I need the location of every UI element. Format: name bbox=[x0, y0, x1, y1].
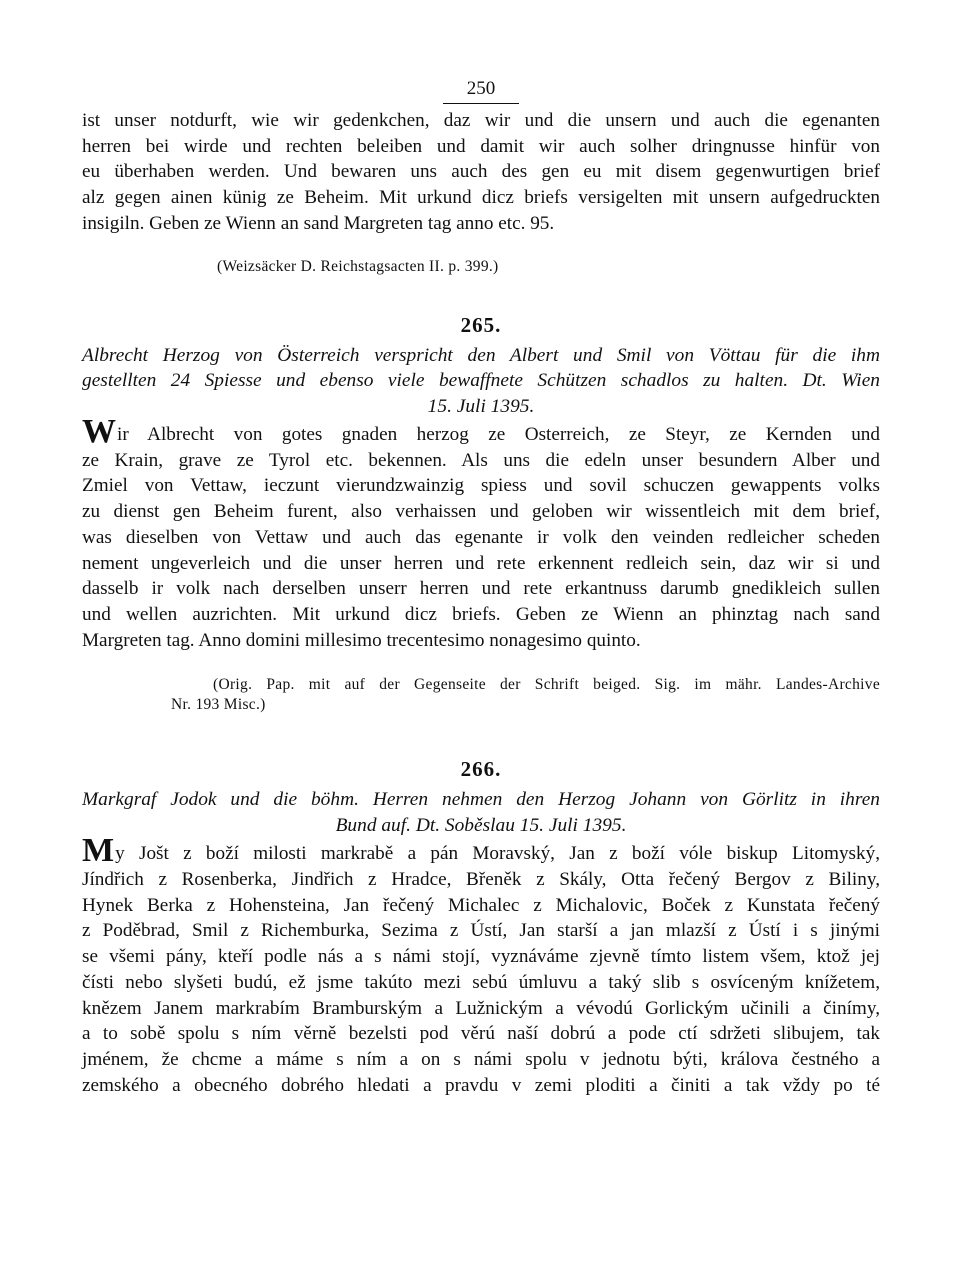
text-line bbox=[82, 413, 880, 451]
text-line: zemského a obecného dobrého hledati a pravdu v zemi ploditi a činiti a tak vždy po té bbox=[82, 1074, 880, 1096]
regest-line: 15. Juli 1395. bbox=[427, 395, 535, 417]
document-number-265: 265. bbox=[460, 312, 502, 337]
regest-266 bbox=[82, 787, 880, 838]
source-citation: (Weizsäcker D. Reichstagsacten II. p. 399.) bbox=[217, 257, 499, 275]
text-line: a to sobě spolu s ním věrně bezelsti pod věrú naší dobrú a pode ctí sdržeti slibujem, tak bbox=[82, 1023, 880, 1045]
citation-line: Nr. 193 Misc.) bbox=[171, 696, 266, 714]
regest-line: gestellten 24 Spiesse und ebenso viele bewaffnete Schützen schadlos zu halten. Dt. Wien bbox=[82, 370, 880, 392]
document-text-266 bbox=[82, 832, 880, 1098]
page-number: 250 bbox=[82, 78, 880, 108]
book-page bbox=[82, 78, 880, 1098]
text-line: zu dienst gen Beheim furent, also verhaissen und geloben wir wissentleich mit dem brief, bbox=[82, 501, 880, 523]
text-line bbox=[82, 832, 880, 870]
first-line-text: ir Albrecht von gotes gnaden herzog ze Osterreich, ze Steyr, ze Kernden und bbox=[117, 424, 880, 446]
text-line: eu überhaben werden. Und bewaren uns auch des gen eu mit disem gegenwurtigen brief bbox=[82, 161, 880, 183]
text-line: Hynek Berka z Hohensteina, Jan řečený Michalec z Michalovic, Boček z Kunstata řečený bbox=[82, 894, 880, 916]
text-line: jménem, že chcme a máme s ním a on s námi spolu v jednotu býti, králova čestného a bbox=[82, 1048, 880, 1070]
archive-citation bbox=[82, 675, 880, 715]
text-line: Jíndřich z Rosenberka, Jindřich z Hradce, Břeněk z Skály, Otta řečený Bergov z Biliny, bbox=[82, 869, 880, 891]
text-line: z Poděbrad, Smil z Richemburka, Sezima z Ústí, Jan starší a jan mlazší z Ústí i s jinými bbox=[82, 920, 880, 942]
text-line: čísti nebo slyšeti budú, ež jsme takúto mezi sebú úmluvu a taký slib s osvíceným knížetem, bbox=[82, 971, 880, 993]
regest-265 bbox=[82, 343, 880, 420]
text-line: Margreten tag. Anno domini millesimo trecentesimo nonagesimo quinto. bbox=[82, 629, 641, 651]
document-text-265 bbox=[82, 413, 880, 653]
continuation-text bbox=[82, 108, 880, 237]
text-line: und wellen auzrichten. Mit urkund dicz briefs. Geben ze Wienn an phinztag nach sand bbox=[82, 603, 880, 625]
document-number-266: 266. bbox=[460, 757, 502, 782]
text-line: dasselb ir volk nach derselben unserr herren und rete erkantnuss darumb gnedikleich sullen bbox=[82, 578, 880, 600]
initial-letter: W bbox=[82, 413, 116, 451]
regest-line: Albrecht Herzog von Österreich verspricht den Albert und Smil von Vöttau für die ihm bbox=[82, 344, 880, 366]
regest-line: Bund auf. Dt. Soběslau 15. Juli 1395. bbox=[335, 814, 627, 836]
text-line: ze Krain, grave ze Tyrol etc. bekennen. Als uns die edeln unser besundern Alber und bbox=[82, 449, 880, 471]
citation-line: (Orig. Pap. mit auf der Gegenseite der Schrift beiged. Sig. im mähr. Landes-Archive bbox=[213, 676, 880, 694]
regest-line: Markgraf Jodok und die böhm. Herren nehmen den Herzog Johann von Görlitz in ihren bbox=[82, 789, 880, 811]
text-line: ist unser notdurft, wie wir gedenkchen, daz wir und die unsern und auch die egenanten bbox=[82, 110, 880, 131]
text-line: Zmiel von Vettaw, ieczunt vierundzwainzig spiess und sovil schuczen gewappents volks bbox=[82, 475, 880, 497]
text-line: nement ungeverleich und die unser herren und rete erkennent redleich sein, daz wir si und bbox=[82, 552, 880, 574]
text-line: alz gegen ainen künig ze Beheim. Mit urkund dicz briefs versigelten mit unsern aufgedruckten bbox=[82, 187, 880, 209]
text-line: was dieselben von Vettaw und auch das egenante ir volk den veinden redleicher scheden bbox=[82, 526, 880, 548]
text-line: insigiln. Geben ze Wienn an sand Margreten tag anno etc. 95. bbox=[82, 212, 555, 234]
text-line: herren bei wirde und rechten beleiben und damit wir auch solher dringnusse hinfür von bbox=[82, 135, 880, 157]
text-line: se všemi pány, kteří podle nás a s námi stojí, vyznáváme zjevně tímto listem všem, ktož jej bbox=[82, 946, 880, 968]
text-line: knězem Janem markrabím Bramburským a Lužnickým a vévodú Gorlickým učinili a činímy, bbox=[82, 997, 880, 1019]
initial-letter: M bbox=[82, 832, 115, 870]
first-line-text: y Jošt z boží milosti markrabě a pán Moravský, Jan z boží vóle biskup Litomyský, bbox=[115, 843, 880, 865]
